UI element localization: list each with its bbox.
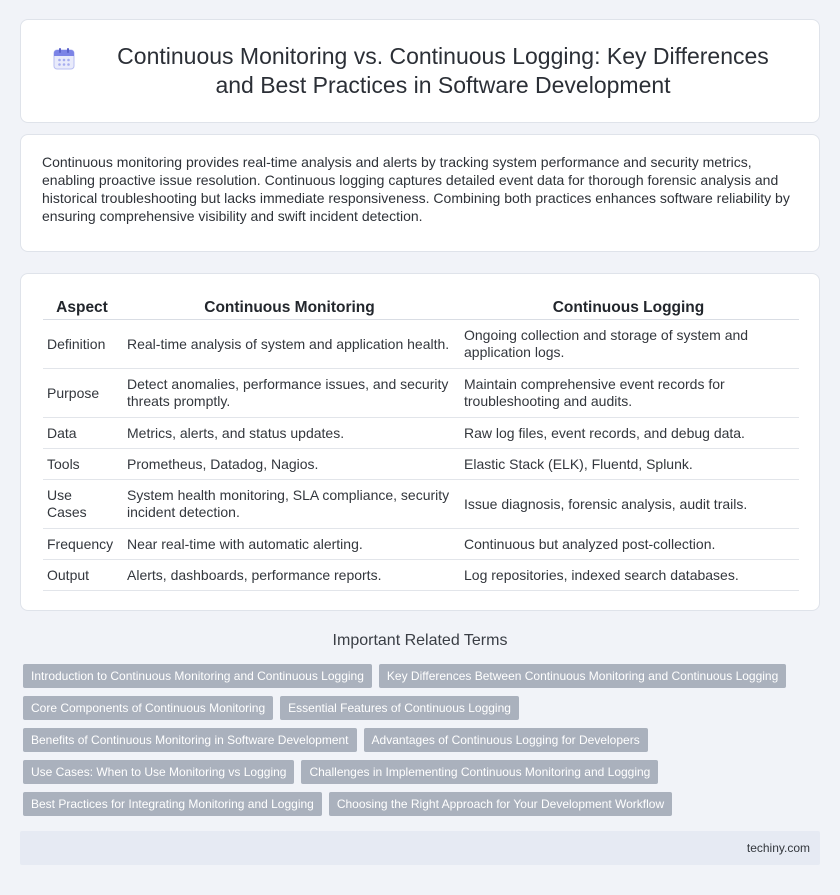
row-logging: Continuous but analyzed post-collection. xyxy=(458,529,799,560)
row-logging: Elastic Stack (ELK), Fluentd, Splunk. xyxy=(458,449,799,480)
table-row xyxy=(43,418,799,449)
calendar-icon xyxy=(51,46,77,72)
table-header-row xyxy=(43,294,799,320)
table-row xyxy=(43,449,799,480)
tag-row xyxy=(23,664,823,688)
row-logging: Raw log files, event records, and debug data. xyxy=(458,418,799,449)
row-logging: Maintain comprehensive event records for troubleshooting and audits. xyxy=(458,369,799,418)
related-term-tag[interactable]: Challenges in Implementing Continuous Monitoring and Logging xyxy=(301,760,658,784)
tag-row xyxy=(23,728,823,752)
row-aspect: Output xyxy=(43,560,121,591)
row-monitoring: Detect anomalies, performance issues, and security threats promptly. xyxy=(121,369,458,418)
row-aspect: Definition xyxy=(43,320,121,369)
row-logging: Ongoing collection and storage of system and application logs. xyxy=(458,320,799,369)
row-aspect: Tools xyxy=(43,449,121,480)
row-monitoring: Real-time analysis of system and application health. xyxy=(121,320,458,369)
title-wrap xyxy=(21,42,819,100)
row-aspect: Data xyxy=(43,418,121,449)
table-row xyxy=(43,480,799,529)
row-monitoring: Metrics, alerts, and status updates. xyxy=(121,418,458,449)
comparison-table xyxy=(43,294,799,591)
row-logging: Issue diagnosis, forensic analysis, audit trails. xyxy=(458,480,799,529)
row-monitoring: Prometheus, Datadog, Nagios. xyxy=(121,449,458,480)
row-monitoring: Near real-time with automatic alerting. xyxy=(121,529,458,560)
tag-row xyxy=(23,760,823,784)
related-term-tag[interactable]: Introduction to Continuous Monitoring and Continuous Logging xyxy=(23,664,372,688)
page-title: Continuous Monitoring vs. Continuous Logging: Key Differences and Best Practices in Software Development xyxy=(117,43,769,98)
related-term-tag[interactable]: Core Components of Continuous Monitoring xyxy=(23,696,273,720)
related-terms-title: Important Related Terms xyxy=(332,632,508,649)
related-term-tag[interactable]: Choosing the Right Approach for Your Development Workflow xyxy=(329,792,672,816)
comparison-card xyxy=(20,273,820,611)
row-monitoring: System health monitoring, SLA compliance, security incident detection. xyxy=(121,480,458,529)
footer xyxy=(20,831,820,865)
tag-row xyxy=(23,696,823,720)
related-term-tag[interactable]: Best Practices for Integrating Monitoring and Logging xyxy=(23,792,322,816)
related-term-tag[interactable]: Essential Features of Continuous Logging xyxy=(280,696,519,720)
table-row xyxy=(43,320,799,369)
row-aspect: Purpose xyxy=(43,369,121,418)
row-aspect: Use Cases xyxy=(43,480,121,529)
table-row xyxy=(43,529,799,560)
intro-paragraph: Continuous monitoring provides real-time analysis and alerts by tracking system performance and security metrics, enabling proactive issue resolution. Continuous logging captures detailed event data for thorough forensic analysis and historical troubleshooting but lacks immediate responsiveness. Combining both practices enhances software reliability by ensuring comprehensive visibility and swift incident detection. xyxy=(42,154,790,224)
related-term-tag[interactable]: Use Cases: When to Use Monitoring vs Logging xyxy=(23,760,294,784)
header-aspect: Aspect xyxy=(43,294,121,320)
row-monitoring: Alerts, dashboards, performance reports. xyxy=(121,560,458,591)
header-continuous-monitoring: Continuous Monitoring xyxy=(121,294,458,320)
related-terms-list xyxy=(23,664,823,824)
header-continuous-logging: Continuous Logging xyxy=(458,294,799,320)
row-logging: Log repositories, indexed search databases. xyxy=(458,560,799,591)
related-term-tag[interactable]: Advantages of Continuous Logging for Developers xyxy=(364,728,648,752)
intro-card xyxy=(20,134,820,252)
related-term-tag[interactable]: Benefits of Continuous Monitoring in Software Development xyxy=(23,728,357,752)
related-term-tag[interactable]: Key Differences Between Continuous Monitoring and Continuous Logging xyxy=(379,664,786,688)
table-row xyxy=(43,560,799,591)
tag-row xyxy=(23,792,823,816)
row-aspect: Frequency xyxy=(43,529,121,560)
footer-site-link[interactable]: techiny.com xyxy=(746,841,810,855)
title-card xyxy=(20,19,820,123)
table-row xyxy=(43,369,799,418)
